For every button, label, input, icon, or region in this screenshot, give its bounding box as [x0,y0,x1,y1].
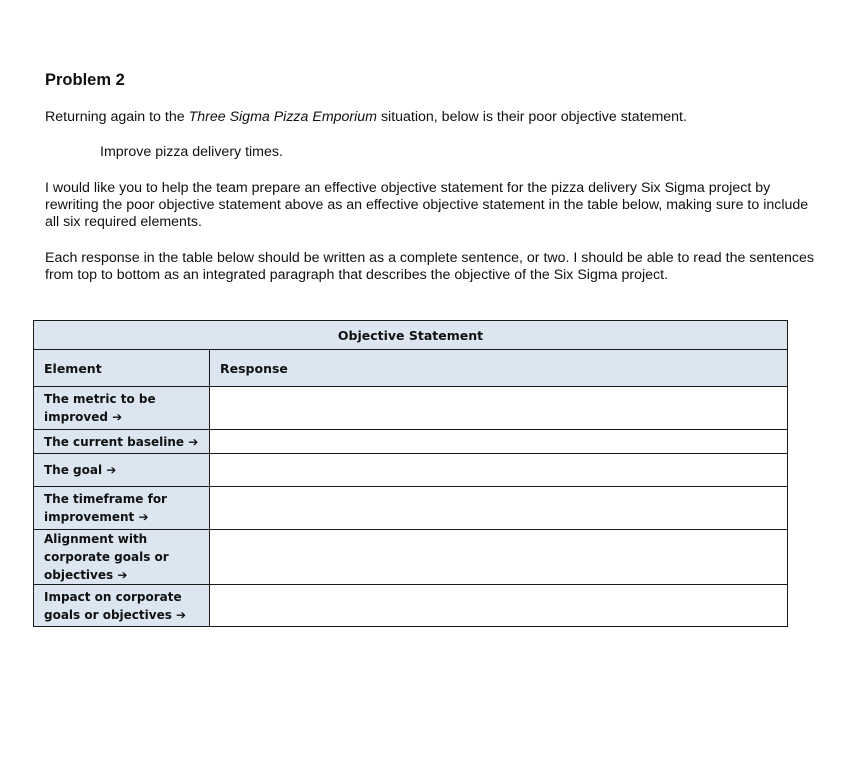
element-cell [34,387,210,430]
arrow-right-icon: ➔ [106,463,117,477]
arrow-right-icon: ➔ [188,434,199,449]
intro-text-end: situation, below is their poor objective statement. [377,109,687,125]
element-label: The goal [44,463,103,477]
table-row [34,430,788,454]
table-title: Objective Statement [34,321,788,350]
element-label: Alignment with corporate goals or objectives [44,532,169,582]
column-header-element: Element [34,350,210,387]
problem-title: Problem 2 [45,71,125,89]
element-label: The metric to be improved [44,392,156,424]
element-cell [34,454,210,487]
company-name: Three Sigma Pizza Emporium [188,109,378,125]
arrow-right-icon: ➔ [176,607,187,622]
instruction-paragraph-2: Each response in the table below should be written as a complete sentence, or two. I should be able to read the sentences from top to bottom as an integrated paragraph that describes the objective of the Six Sigma project. [45,250,814,283]
table-title-row [34,321,788,350]
response-cell[interactable] [210,454,788,487]
element-label: The current baseline [44,434,185,449]
column-header-response: Response [210,350,788,387]
column-header-row [34,350,788,387]
instruction-paragraph-1: I would like you to help the team prepare an effective objective statement for the pizza delivery Six Sigma project by rewriting the poor objective statement above as an effective objective statement in the table below, making sure to include all six required elements. [45,180,809,230]
table-row [34,454,788,487]
response-cell[interactable] [210,430,788,454]
table-row [34,387,788,430]
element-cell [34,530,210,585]
table-row [34,585,788,627]
response-cell[interactable] [210,387,788,430]
response-cell[interactable] [210,530,788,585]
objective-statement-table [33,320,788,627]
table-row [34,530,788,585]
element-label: The timeframe for improvement [44,492,167,524]
arrow-right-icon: ➔ [117,568,128,582]
poor-objective-statement: Improve pizza delivery times. [100,144,283,160]
arrow-right-icon: ➔ [138,510,149,524]
arrow-right-icon: ➔ [112,410,123,424]
element-cell [34,585,210,627]
response-cell[interactable] [210,487,788,530]
response-cell[interactable] [210,585,788,627]
intro-paragraph [45,109,815,126]
intro-text-start: Returning again to the [45,109,189,125]
element-label: Impact on corporate goals or objectives [44,589,182,622]
element-cell [34,430,210,454]
element-cell [34,487,210,530]
table-row [34,487,788,530]
